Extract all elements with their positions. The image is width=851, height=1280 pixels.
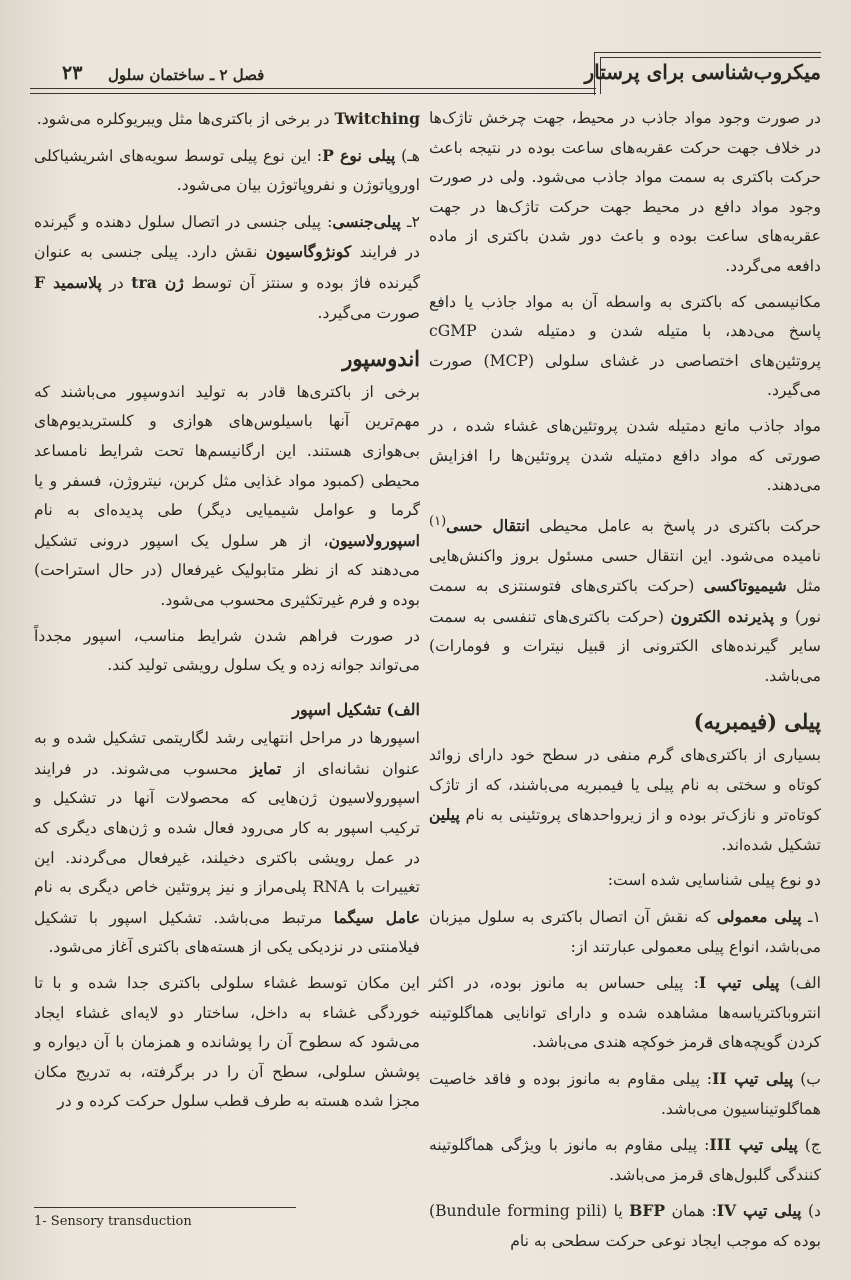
paragraph-membrane: این مکان توسط غشاء سلولی باکتری جدا شده و با تا خوردگی غشاء به داخل، ساختار دو لایه‌ای غشاء ایجاد می‌شود که سطوح آن را پوشانده و همزمان با آن دیواره و پوشش سلولی، سطح آن را در برگرفته، به تدریج مکان مجزا شده هسته به طرف قطب سلول حرکت کرده و در	[34, 974, 420, 1111]
paragraph-mechanism: مکانیسمی که باکتری به واسطه آن به مواد جاذب یا دافع پاسخ می‌دهد، با متیله شدن و دمتیله شدن cGMP پروتئین‌های اختصاصی در غشای سلولی (MCP) صورت می‌گیرد.	[429, 292, 821, 400]
paragraph-pili-intro: بسیاری از باکتری‌های گرم منفی در سطح خود دارای زوائد کوتاه و سختی به نام پیلی یا فیمبریه می‌باشند، که از تاژک کوتاه‌تر و نازک‌تر بوده و از زیرواحدهای پروتئینی به نام پیلین تشکیل شده‌اند.	[429, 746, 821, 854]
header-rule	[30, 88, 596, 89]
paragraph-p-pili: هـ) پیلی نوع P: این نوع پیلی توسط سویه‌های اشریشیاکلی اوروپاتوژن و نفروپاتوژن بیان می‌شود.	[34, 145, 420, 195]
paragraph-type-iii: ج) پیلی تیپ III: پیلی مقاوم به مانوز با ویژگی هماگلوتینه کنندگی گلبول‌های قرمز می‌باشد.	[429, 1135, 821, 1184]
paragraph-germination: در صورت فراهم شدن شرایط مناسب، اسپور مجدداً می‌تواند جوانه زده و یک سلول رویشی تولید کند.	[34, 626, 420, 675]
section-heading-pili: پیلی (فیمبریه)	[693, 709, 821, 735]
paragraph-sex-pili: ۲ـ پیلی‌جنسی: پیلی جنسی در اتصال سلول دهنده و گیرنده در فرایند کونژوگاسیون نقش دارد. پیلی جنسی به عنوان گیرنده فاژ بوده و سنتز آن توسط ژن tra در پلاسمید F صورت می‌گیرد.	[34, 211, 421, 322]
paragraph-twitching: Twitching در برخی از باکتری‌ها مثل ویبریوکلره می‌شود.	[36, 109, 420, 128]
chapter-title: فصل ۲ ـ ساختمان سلول	[108, 66, 265, 84]
book-title: میکروب‌شناسی برای پرستار	[584, 60, 821, 84]
paragraph-endospore-intro: برخی از باکتری‌ها قادر به تولید اندوسپور می‌باشند که مهم‌ترین آنها باسیلوس‌های هوازی و کلستریدیوم‌های بی‌هوازی هستند. این ارگانیسم‌ها تحت شرایط نامساعد محیطی (کمبود مواد غذایی مثل کربن، نیتروژن، فسفر و یا گرما و عوامل شیمیایی دیگر) طی پدیده‌ای به نام اسپورولاسیون، از هر سلول یک اسپور درونی تشکیل می‌دهند که از نظر متابولیک غیرفعال (در حال استراحت) بوده و فرم غیرتکثیری محسوب می‌شود.	[34, 382, 420, 609]
paragraph-type-ii: ب) پیلی تیپ II: پیلی مقاوم به مانوز بوده و فاقد خاصیت هماگلوتیناسیون می‌باشد.	[429, 1069, 821, 1118]
paragraph-pili-types: دو نوع پیلی شناسایی شده است:	[607, 871, 821, 890]
section-heading-endospore: اندوسپور	[342, 346, 420, 372]
paragraph-type-iv: د) پیلی تیپ IV: همان BFP یا (Bundule forming pili) بوده که موجب ایجاد نوعی حرکت سطحی به نام	[429, 1201, 821, 1250]
subheading-spore-formation: الف) تشکیل اسپور	[292, 699, 420, 719]
paragraph-type-i: الف) پیلی تیپ I: پیلی حساس به مانوز بوده، در اکثر انتروباکتریاسه‌ها مشاهده شده و دارای توانایی هماگلوتینه کردن گویچه‌های قرمز خوکچه هندی می‌باشد.	[429, 973, 821, 1052]
paragraph-attractants: مواد جاذب مانع دمتیله شدن پروتئین‌های غشاء شده ، در صورتی که مواد دافع دمتیله شدن پروتئین‌ها را افزایش می‌دهند.	[429, 416, 821, 495]
footnote-ref[interactable]: (۱)	[429, 513, 447, 529]
paragraph-sensory-transduction: حرکت باکتری در پاسخ به عامل محیطی انتقال حسی$^{(۱)}$ نامیده می‌شود. این انتقال حسی مسئول بروز واکنش‌هایی مثل شیمیوتاکسی (حرکت باکتری‌های فتوسنتزی به سمت نور) و پذیرنده الکترون (حرکت باکتری‌های تنفسی به سمت سایر گیرنده‌های الکترونی از قبیل نیترات و فومارات) می‌باشد.	[429, 513, 821, 685]
paragraph-spore-formation: اسپورها در مراحل انتهایی رشد لگاریتمی تشکیل شده و به عنوان نشانه‌ای از تمایز محسوب می‌شوند. در فرایند اسپورولاسیون ژن‌هایی که محصولات آنها در تشکیل و ترکیب اسپور به کار می‌رود فعال شده و ژن‌های دیگری که در عمل رویشی باکتری دخیلند، غیرفعال می‌گردند. این تغییرات با RNA پلی‌مراز و نیز پروتئین خاص دیگری به نام عامل سیگما مرتبط می‌باشد. تشکیل اسپور با تشکیل فیلامنتی در نزدیکی یکی از هسته‌های باکتری آغاز می‌شود.	[34, 729, 421, 957]
paragraph-common-pili: ۱ـ پیلی معمولی که نقش آن اتصال باکتری به سلول میزبان می‌باشد، انواع پیلی معمولی عبارتند از:	[429, 907, 821, 956]
header-rule-thin	[30, 93, 596, 94]
right-column	[429, 104, 821, 1263]
left-column	[34, 104, 420, 1123]
footnote-rule	[34, 1207, 296, 1208]
page-number: ۲۳	[62, 62, 83, 84]
paragraph-flagella-rotation: در صورت وجود مواد جاذب در محیط، جهت چرخش تاژک‌ها در خلاف جهت حرکت عقربه‌های ساعت بوده در نتیجه باعث حرکت باکتری به سمت مواد جاذب می‌شود. ولی در صورت وجود مواد دافع در محیط جهت حرکت تاژک‌ها در جهت عقربه‌های ساعت بوده و باعث دور شدن باکتری از ماده دافعه می‌گردد.	[429, 109, 822, 275]
footnote: 1- Sensory transduction	[34, 1214, 192, 1229]
